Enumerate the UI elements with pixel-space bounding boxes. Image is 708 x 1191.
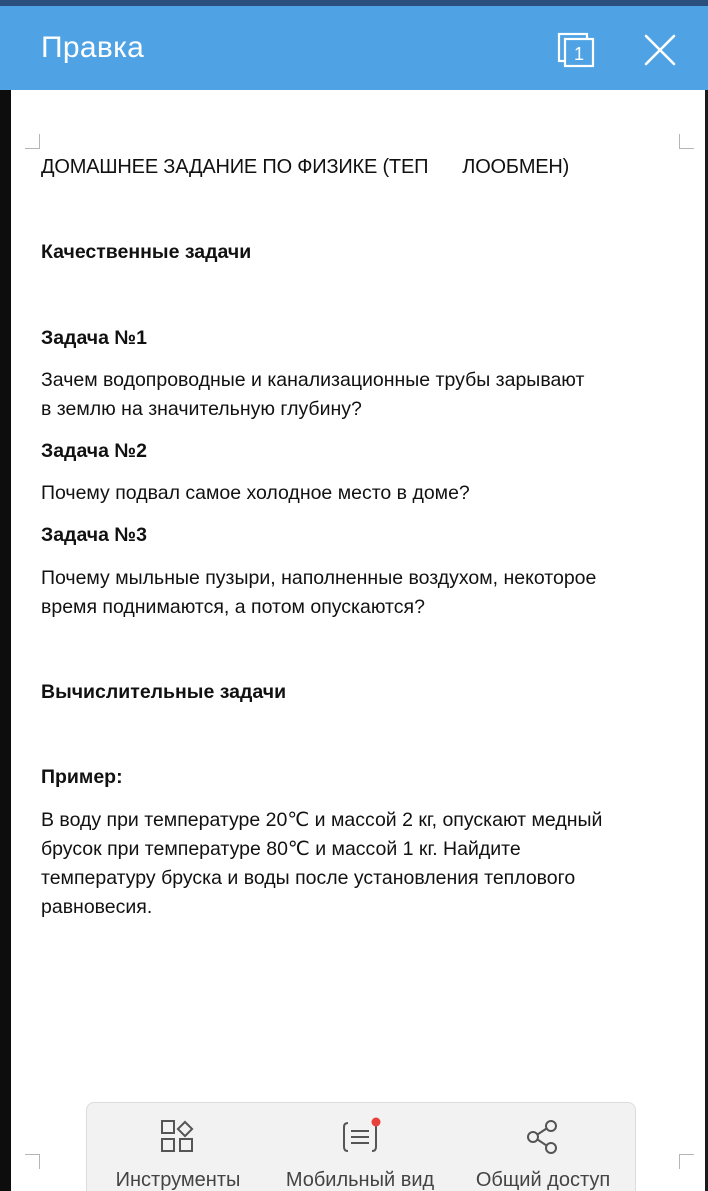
section-computational-heading: Вычислительные задачи <box>41 681 287 703</box>
bottom-toolbar <box>86 1102 636 1191</box>
app-header <box>0 6 708 90</box>
mobile-view-icon <box>338 1117 382 1157</box>
header-title: Правка <box>41 31 145 64</box>
example-text-line1: В воду при температуре 20℃ и массой 2 кг, опускают медный <box>41 809 603 831</box>
task3-text-line2: время поднимаются, а потом опускаются? <box>41 596 425 618</box>
task2-text-line1: Почему подвал самое холодное место в доме? <box>41 482 470 504</box>
page-corner-bottom-right <box>679 1154 694 1169</box>
task1-heading: Задача №1 <box>41 327 147 349</box>
grid-shapes-icon <box>158 1117 198 1157</box>
example-text-line3: температуру бруска и воды после установления теплового <box>41 867 576 889</box>
task2-heading: Задача №2 <box>41 440 147 462</box>
share-button[interactable] <box>451 1103 635 1191</box>
task3-text-line1: Почему мыльные пузыри, наполненные воздухом, некоторое <box>41 567 597 589</box>
left-edge <box>0 90 11 1191</box>
notification-dot <box>372 1118 381 1127</box>
section-qualitative-heading: Качественные задачи <box>41 241 252 263</box>
mobile-view-label: Мобильный вид <box>285 1169 435 1191</box>
example-text-line4: равновесия. <box>41 896 153 918</box>
page-counter-number: 1 <box>573 44 585 64</box>
page-corner-bottom-left <box>25 1154 40 1169</box>
page-corner-top-right <box>679 134 694 149</box>
example-text-line2: брусок при температуре 80℃ и массой 1 кг. Найдите <box>41 838 521 860</box>
document-title <box>41 153 569 182</box>
task3-heading: Задача №3 <box>41 524 147 546</box>
document-title-part2: ЛООБМЕН) <box>462 156 570 178</box>
close-icon[interactable] <box>640 30 680 70</box>
share-icon <box>523 1117 563 1157</box>
task1-text-line1: Зачем водопроводные и канализационные трубы зарывают <box>41 369 585 391</box>
tools-label: Инструменты <box>115 1169 241 1191</box>
task1-text-line2: в землю на значительную глубину? <box>41 398 362 420</box>
document-title-part1: ДОМАШНЕЕ ЗАДАНИЕ ПО ФИЗИКЕ (ТЕП <box>41 156 429 178</box>
example-heading: Пример: <box>41 766 123 788</box>
mobile-view-button[interactable] <box>269 1103 451 1191</box>
page-counter-icon[interactable] <box>556 32 596 68</box>
tools-button[interactable] <box>87 1103 269 1191</box>
page-corner-top-left <box>25 134 40 149</box>
share-label: Общий доступ <box>475 1169 611 1191</box>
